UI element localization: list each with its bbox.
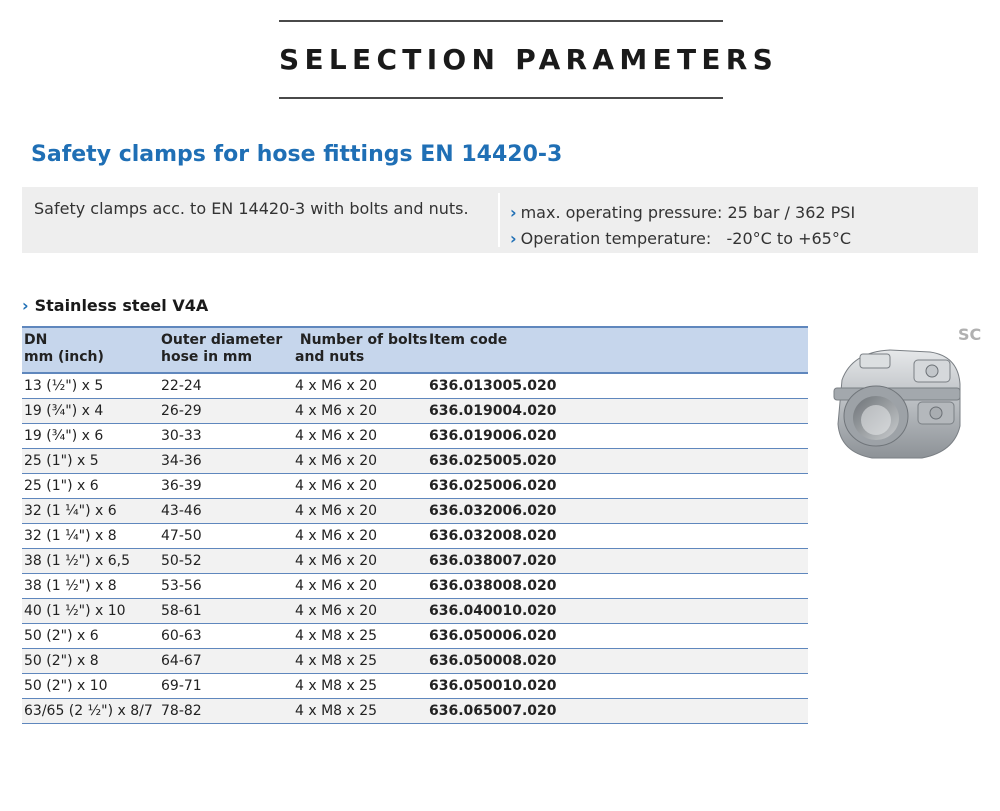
cell-outer-diameter: 50-52 [159,549,293,574]
cell-bolts: 4 x M8 x 25 [293,674,427,699]
table-row [22,699,808,724]
table-body [22,373,808,724]
product-title: Safety clamps for hose fittings EN 14420-3 [31,142,563,167]
cell-item-code: 636.050006.020 [427,624,808,649]
cell-bolts: 4 x M6 x 20 [293,474,427,499]
cell-dn: 50 (2") x 6 [22,624,159,649]
cell-item-code: 636.019006.020 [427,424,808,449]
cell-item-code: 636.038007.020 [427,549,808,574]
spec-temperature: Operation temperature: -20°C to +65°C [520,228,851,248]
cell-dn: 50 (2") x 10 [22,674,159,699]
cell-item-code: 636.038008.020 [427,574,808,599]
cell-outer-diameter: 47-50 [159,524,293,549]
spec-item [510,225,855,251]
chevron-right-icon: › [510,228,517,248]
cell-bolts: 4 x M6 x 20 [293,399,427,424]
table-row [22,474,808,499]
page-title: SELECTION PARAMETERS [279,43,779,76]
cell-dn: 63/65 (2 ½") x 8/7 [22,699,159,724]
cell-outer-diameter: 64-67 [159,649,293,674]
table-row [22,499,808,524]
table-row [22,649,808,674]
cell-dn: 19 (¾") x 6 [22,424,159,449]
product-description: Safety clamps acc. to EN 14420-3 with bolts and nuts. [34,199,469,218]
cell-outer-diameter: 69-71 [159,674,293,699]
cell-item-code: 636.025006.020 [427,474,808,499]
info-divider [498,193,500,247]
cell-outer-diameter: 36-39 [159,474,293,499]
table-row [22,599,808,624]
table-row [22,574,808,599]
table-row [22,524,808,549]
material-heading [22,296,208,315]
cell-dn: 25 (1") x 6 [22,474,159,499]
cell-item-code: 636.025005.020 [427,449,808,474]
table-header-row [22,327,808,373]
material-title: Stainless steel V4A [34,296,209,315]
cell-outer-diameter: 78-82 [159,699,293,724]
cell-dn: 13 (½") x 5 [22,373,159,399]
cell-item-code: 636.032006.020 [427,499,808,524]
cell-item-code: 636.065007.020 [427,699,808,724]
title-rule-bottom [279,97,723,99]
table-row [22,624,808,649]
cell-outer-diameter: 60-63 [159,624,293,649]
cell-item-code: 636.019004.020 [427,399,808,424]
table-row [22,399,808,424]
cell-dn: 38 (1 ½") x 6,5 [22,549,159,574]
cell-outer-diameter: 26-29 [159,399,293,424]
clamp-image [832,340,964,464]
cell-item-code: 636.032008.020 [427,524,808,549]
cell-dn: 32 (1 ¼") x 6 [22,499,159,524]
spec-list [510,199,855,251]
cell-bolts: 4 x M6 x 20 [293,449,427,474]
table-row [22,373,808,399]
cell-bolts: 4 x M6 x 20 [293,373,427,399]
column-header-dn: DN mm (inch) [22,327,159,373]
cell-dn: 25 (1") x 5 [22,449,159,474]
cell-dn: 40 (1 ½") x 10 [22,599,159,624]
clamp-table [22,326,808,724]
table-row [22,424,808,449]
cell-item-code: 636.050008.020 [427,649,808,674]
cell-outer-diameter: 53-56 [159,574,293,599]
cell-outer-diameter: 34-36 [159,449,293,474]
cell-bolts: 4 x M6 x 20 [293,549,427,574]
chevron-right-icon: › [22,296,29,315]
cell-outer-diameter: 30-33 [159,424,293,449]
info-box [22,187,978,253]
column-header-outer-diameter: Outer diameter hose in mm [159,327,293,373]
cell-item-code: 636.040010.020 [427,599,808,624]
image-label: SC [958,325,982,344]
cell-dn: 32 (1 ¼") x 8 [22,524,159,549]
table-row [22,549,808,574]
cell-dn: 50 (2") x 8 [22,649,159,674]
cell-item-code: 636.050010.020 [427,674,808,699]
cell-outer-diameter: 58-61 [159,599,293,624]
column-header-bolts: Number of bolts and nuts [293,327,427,373]
title-rule-top [279,20,723,22]
spec-item [510,199,855,225]
chevron-right-icon: › [510,202,517,222]
cell-bolts: 4 x M8 x 25 [293,699,427,724]
cell-dn: 19 (¾") x 4 [22,399,159,424]
cell-bolts: 4 x M6 x 20 [293,599,427,624]
column-header-item-code: Item code [427,327,808,373]
spec-pressure: max. operating pressure: 25 bar / 362 PSI [520,202,856,222]
cell-outer-diameter: 43-46 [159,499,293,524]
cell-dn: 38 (1 ½") x 8 [22,574,159,599]
table-row [22,674,808,699]
cell-bolts: 4 x M6 x 20 [293,574,427,599]
cell-bolts: 4 x M6 x 20 [293,524,427,549]
cell-outer-diameter: 22-24 [159,373,293,399]
cell-bolts: 4 x M6 x 20 [293,499,427,524]
cell-bolts: 4 x M8 x 25 [293,649,427,674]
table-row [22,449,808,474]
cell-bolts: 4 x M6 x 20 [293,424,427,449]
cell-item-code: 636.013005.020 [427,373,808,399]
cell-bolts: 4 x M8 x 25 [293,624,427,649]
